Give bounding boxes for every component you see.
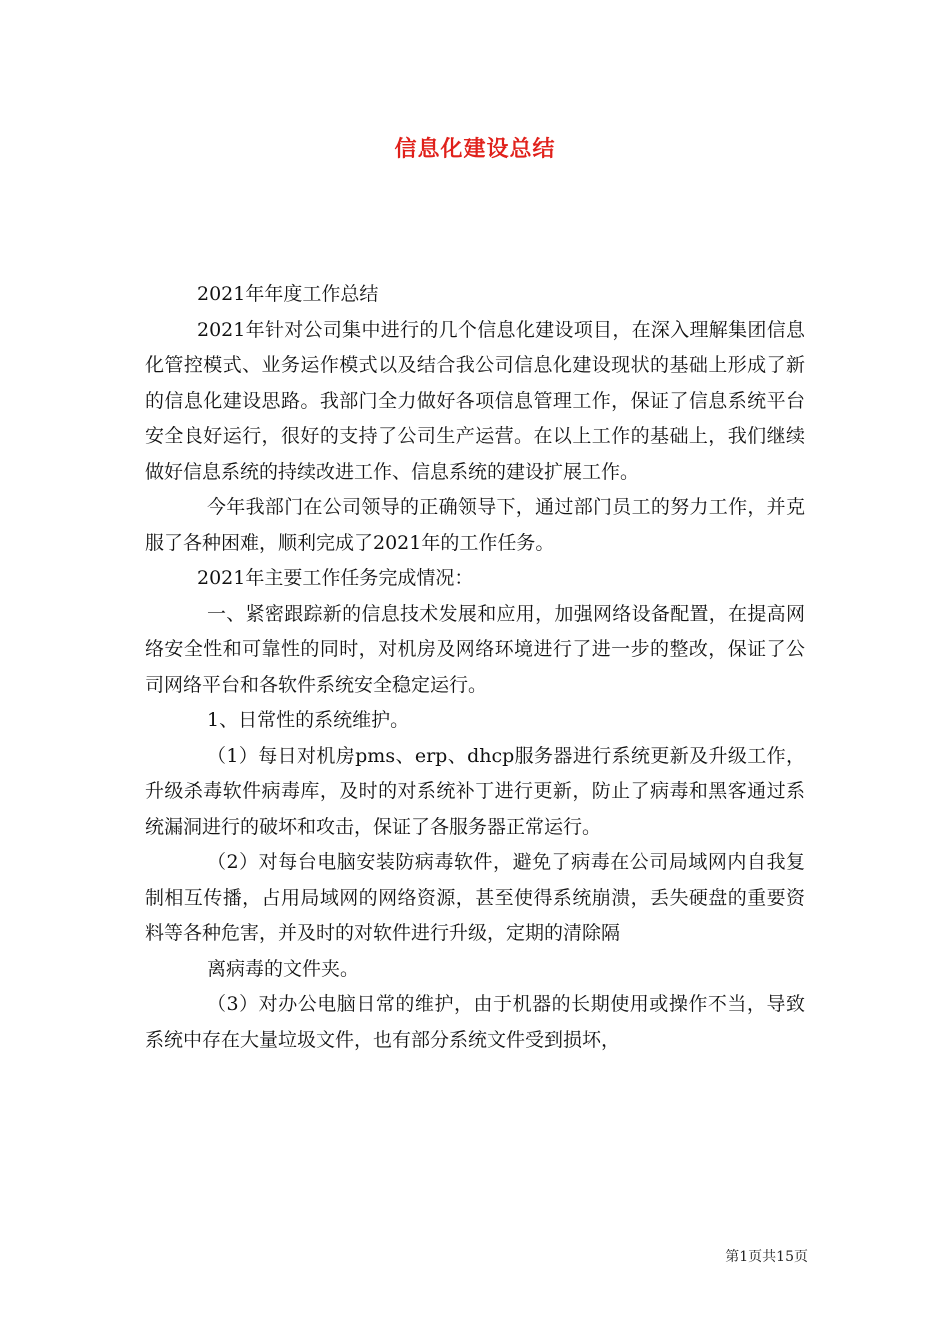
document-body	[145, 277, 805, 1058]
paragraph-heading: 2021年年度工作总结	[197, 283, 379, 305]
paragraph-task-heading: 2021年主要工作任务完成情况：	[197, 567, 474, 589]
paragraph-summary: 今年我部门在公司领导的正确领导下，通过部门员工的努力工作，并克服了各种困难，顺利完成了2021年的工作任务。	[145, 496, 805, 554]
paragraph-item-1-2: （2）对每台电脑安装防病毒软件，避免了病毒在公司局域网内自我复制相互传播，占用局域网的网络资源，甚至使得系统崩溃，丢失硬盘的重要资料等各种危害，并及时的对软件进行升级，定期的清除隔	[145, 851, 805, 944]
paragraph-item-1: 1、日常性的系统维护。	[207, 709, 410, 731]
paragraph-item-1-3: （3）对办公电脑日常的维护，由于机器的长期使用或操作不当，导致系统中存在大量垃圾文件，也有部分系统文件受到损坏，	[145, 993, 805, 1051]
document-title: 信息化建设总结	[394, 137, 556, 162]
paragraph-section-one: 一、紧密跟踪新的信息技术发展和应用，加强网络设备配置，在提高网络安全性和可靠性的同时，对机房及网络环境进行了进一步的整改，保证了公司网络平台和各软件系统安全稳定运行。	[145, 602, 805, 696]
paragraph-intro: 2021年针对公司集中进行的几个信息化建设项目，在深入理解集团信息化管控模式、业务运作模式以及结合我公司信息化建设现状的基础上形成了新的信息化建设思路。我部门全力做好各项信息管理工作，保证了信息系统平台安全良好运行，很好的支持了公司生产运营。在以上工作的基础上，我们继续做好信息系统的持续改进工作、信息系统的建设扩展工作。	[145, 318, 805, 483]
paragraph-item-1-2-cont: 离病毒的文件夹。	[207, 957, 360, 980]
page-number-footer: 第1页共15页	[725, 1249, 808, 1265]
paragraph-item-1-1: （1）每日对机房pms、erp、dhcp服务器进行系统更新及升级工作，升级杀毒软件病毒库，及时的对系统补丁进行更新，防止了病毒和黑客通过系统漏洞进行的破坏和攻击，保证了各服务器正常运行。	[145, 744, 805, 838]
